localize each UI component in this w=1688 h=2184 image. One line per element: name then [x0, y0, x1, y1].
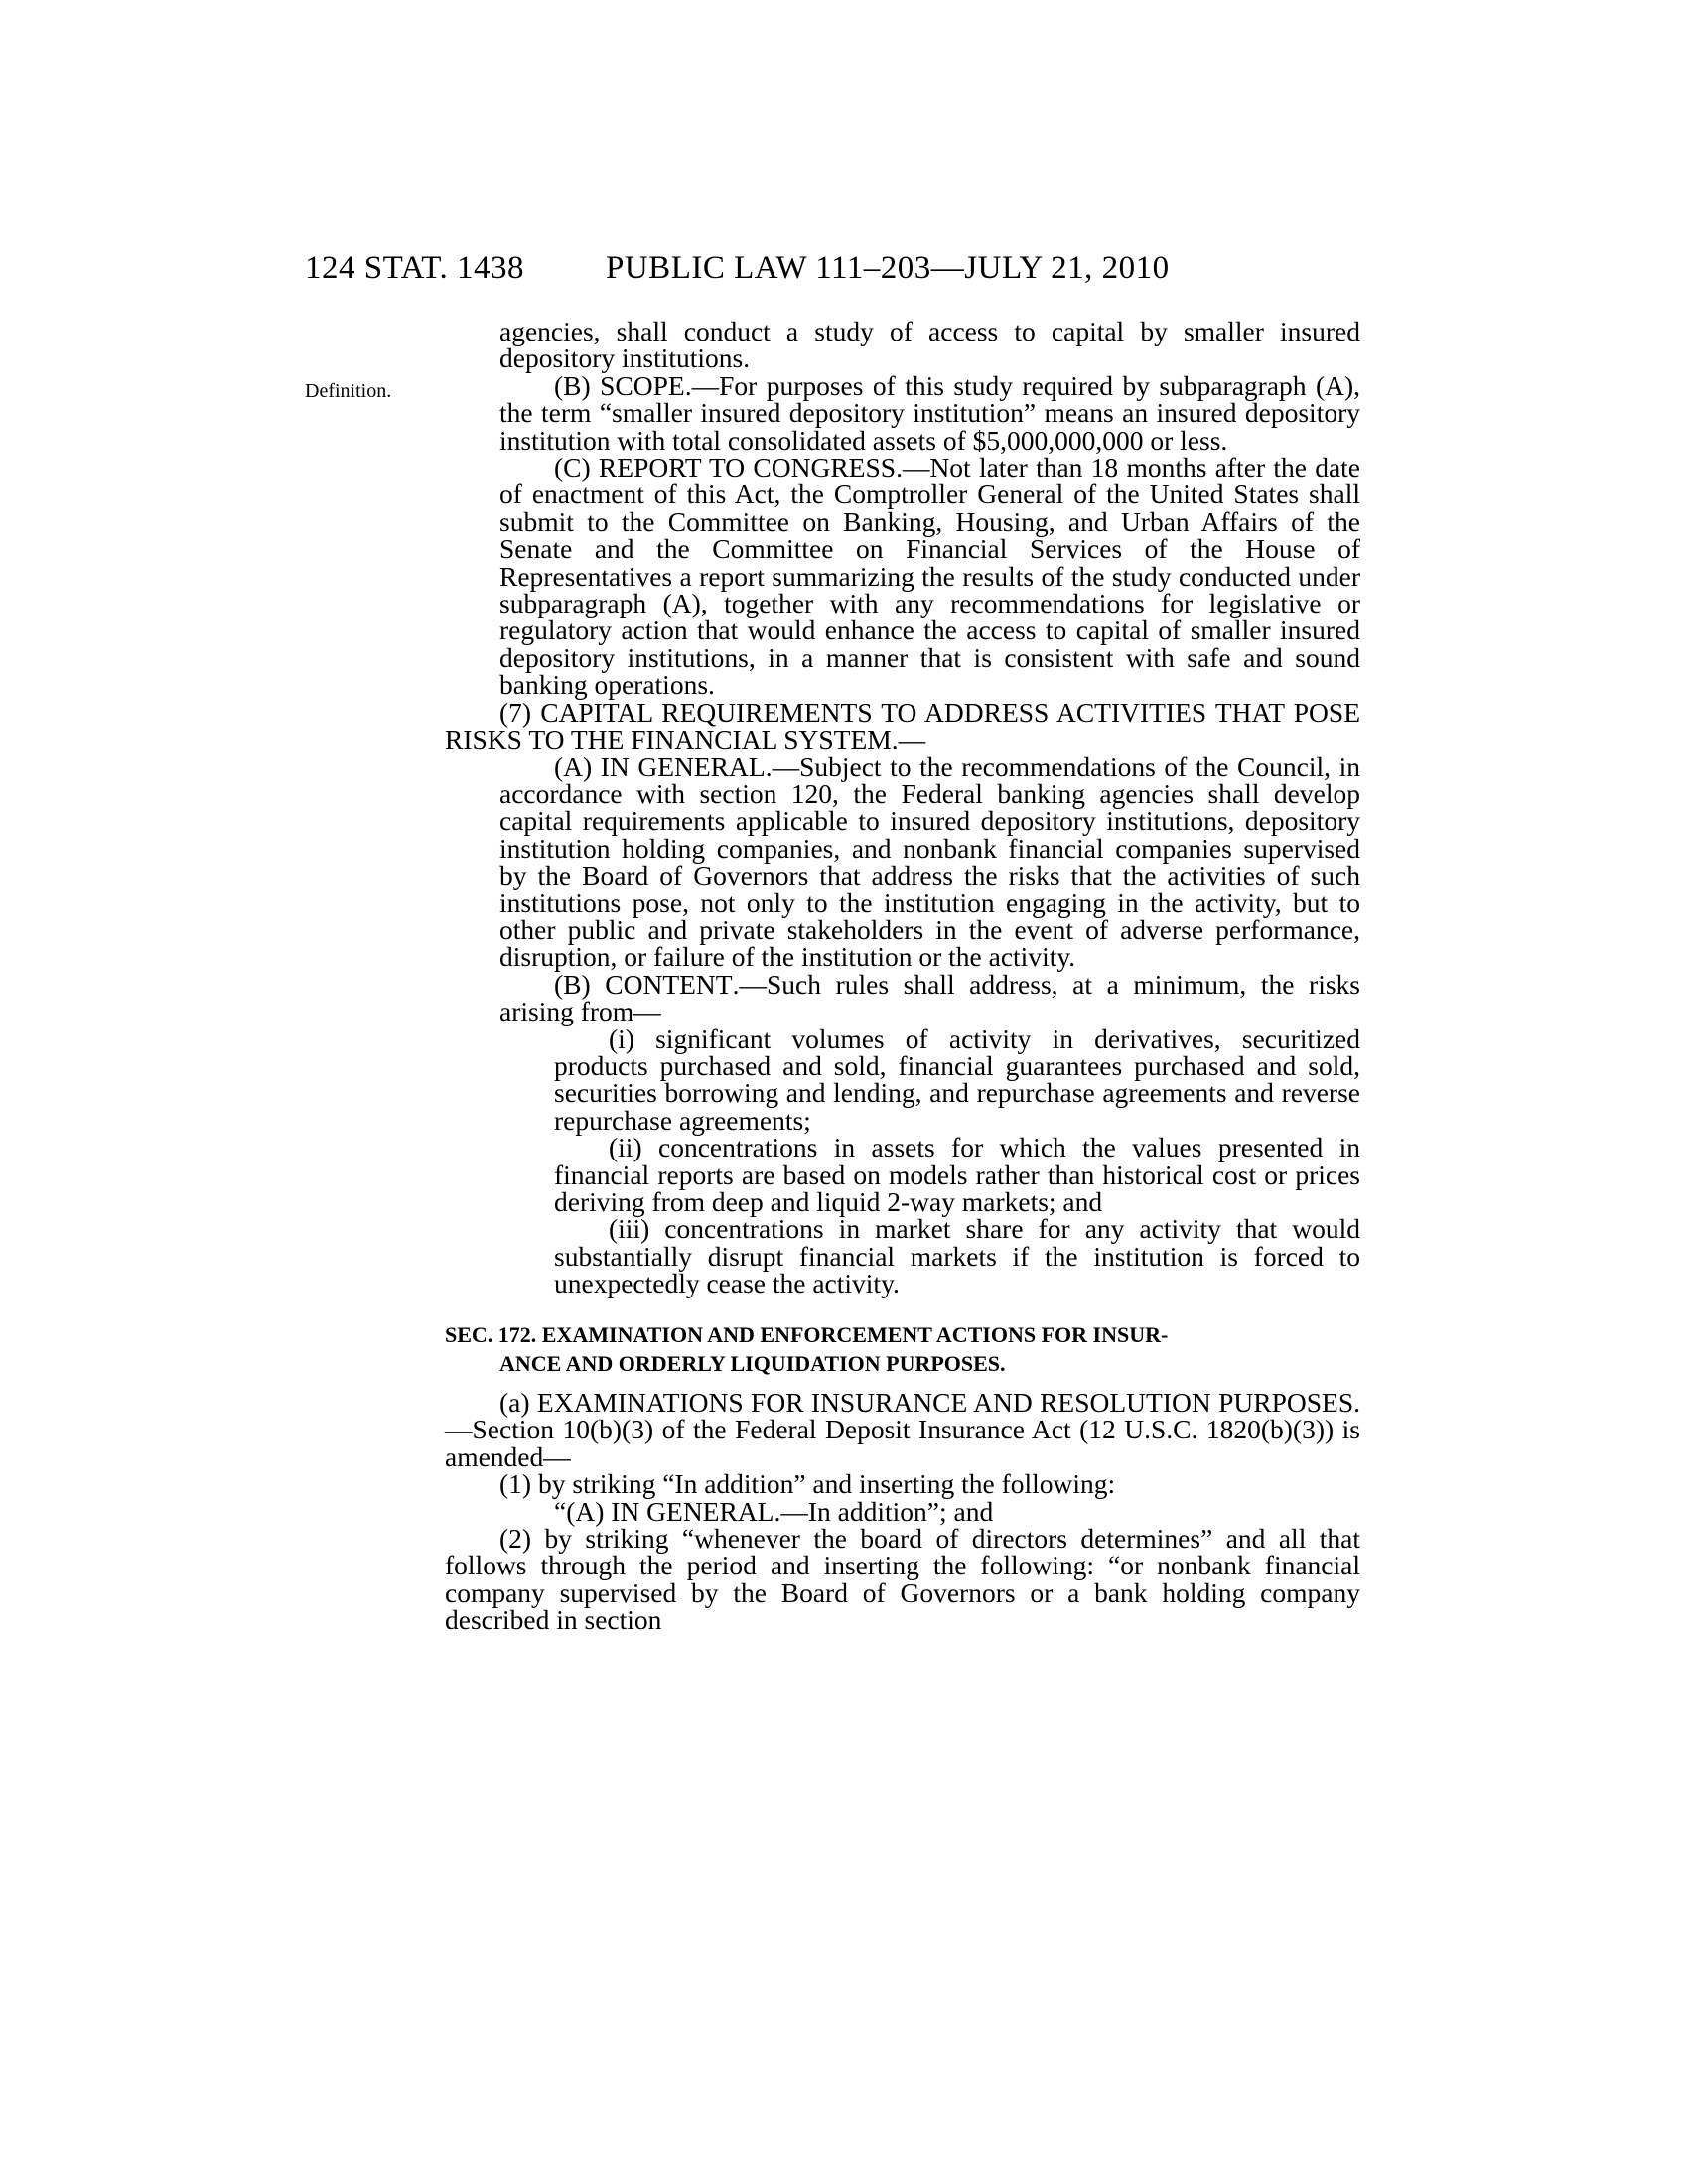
- paragraph-7a-general: [499, 753, 1360, 971]
- paragraph-7-heading: [445, 696, 1360, 755]
- scope-text: .—For purposes of this study required by subparagraph (A), the term “smaller insured depository institution” means an insured depository institution with total consolidated assets of $5,000,000,000 or less.: [499, 369, 1360, 456]
- report-label: (C) R: [554, 452, 618, 483]
- paragraph-6c-report: [499, 454, 1360, 699]
- paragraph-6a-continued: agencies, shall conduct a study of access to capital by smaller insured depository institutions.: [499, 316, 1360, 374]
- subsection-a: [445, 1389, 1360, 1470]
- item-1-insert-label: “(A) I: [554, 1495, 621, 1527]
- document-body: [445, 316, 1360, 1636]
- p7b-label-sc: ONTENT: [623, 968, 733, 1000]
- clause-ii: (ii) concentrations in assets for which the values presented in financial reports are based on models rather than historical cost or prices deriving from deep and liquid 2-way markets; and: [554, 1132, 1360, 1217]
- item-2: (2) by striking “whenever the board of directors determines” and all that follows through the period and inserting the following: “or nonbank financial company supervised by the Board of Governors or a bank holding company described in section: [445, 1523, 1360, 1636]
- section-172-heading-line2: ANCE AND ORDERLY LIQUIDATION PURPOSES.: [499, 1350, 1006, 1376]
- page-stat-number: 124 STAT. 1438: [305, 250, 525, 286]
- p7a-text: .—Subject to the recommendations of the Council, in accordance with section 120, the Federal banking agencies shall develop capital requirements applicable to insured depository institutions, depository institution holding companies, and nonbank financial companies supervised by the Board of Governors that address the risks that the activities of such institutions pose, not only to the institution engaging in the activity, but to other public and private stakeholders in the event of adverse performance, disruption, or failure of the institution or the activity.: [499, 751, 1360, 973]
- p7b-text: .—Such rules shall address, at a minimum, the risks arising from—: [499, 968, 1360, 1027]
- subsection-a-label: (a) E: [499, 1387, 554, 1419]
- clause-i: (i) significant volumes of activity in derivatives, securitized products purchased and sold, financial guarantees purchased and sold, securities borrowing and lending, and repurchase agreements and reverse repurchase agreements;: [554, 1023, 1360, 1136]
- p7a-label-sc: N GENERAL: [609, 751, 766, 782]
- p7-label: (7) C: [499, 696, 559, 728]
- paragraph-6b-scope: [499, 369, 1360, 456]
- scope-label-sc: COPE: [615, 369, 685, 401]
- p7-label-sc: APITAL REQUIREMENTS TO ADDRESS ACTIVITIES THAT POSE RISKS TO THE FINANCIAL SYSTEM: [445, 696, 1360, 755]
- item-1: (1) by striking “In addition” and inserting the following:: [499, 1468, 1116, 1500]
- section-172-heading-line1: SEC. 172. EXAMINATION AND ENFORCEMENT ACTIONS FOR INSUR-: [445, 1321, 1169, 1347]
- p7-tail: .—: [891, 724, 926, 755]
- p7b-label: (B) C: [554, 968, 624, 1000]
- item-1-insert-text: .—In addition”; and: [774, 1495, 994, 1527]
- clause-iii: (iii) concentrations in market share for any activity that would substantially disrupt financial markets if the institution is forced to unexpectedly cease the activity.: [554, 1213, 1360, 1299]
- report-text: .—Not later than 18 months after the date of enactment of this Act, the Comptroller General of the United States shall submit to the Committee on Banking, Housing, and Urban Affairs of the Senate and the Committee on Financial Services of the House of Representatives a report summarizing the results of the study conducted under subparagraph (A), together with any recommendations for legislative or regulatory action that would enhance the access to capital of smaller insured depository institutions, in a manner that is consistent with safe and sound banking operations.: [499, 452, 1360, 701]
- report-label-sc: EPORT TO CONGRESS: [617, 452, 897, 483]
- item-1-insert: [499, 1495, 1360, 1527]
- subsection-a-label-sc: XAMINATIONS FOR INSURANCE AND RESOLUTION PURPOSES: [553, 1387, 1354, 1419]
- scope-label: (B) S: [554, 369, 616, 401]
- paragraph-7b-content: [499, 968, 1360, 1027]
- page-title: PUBLIC LAW 111–203—JULY 21, 2010: [606, 250, 1170, 286]
- p7a-label: (A) I: [554, 751, 610, 782]
- subsection-a-text: .—Section 10(b)(3) of the Federal Deposit Insurance Act (12 U.S.C. 1820(b)(3)) is amended—: [445, 1387, 1360, 1472]
- margin-note-definition: Definition.: [305, 380, 392, 402]
- item-1-insert-label-sc: N GENERAL: [620, 1495, 774, 1527]
